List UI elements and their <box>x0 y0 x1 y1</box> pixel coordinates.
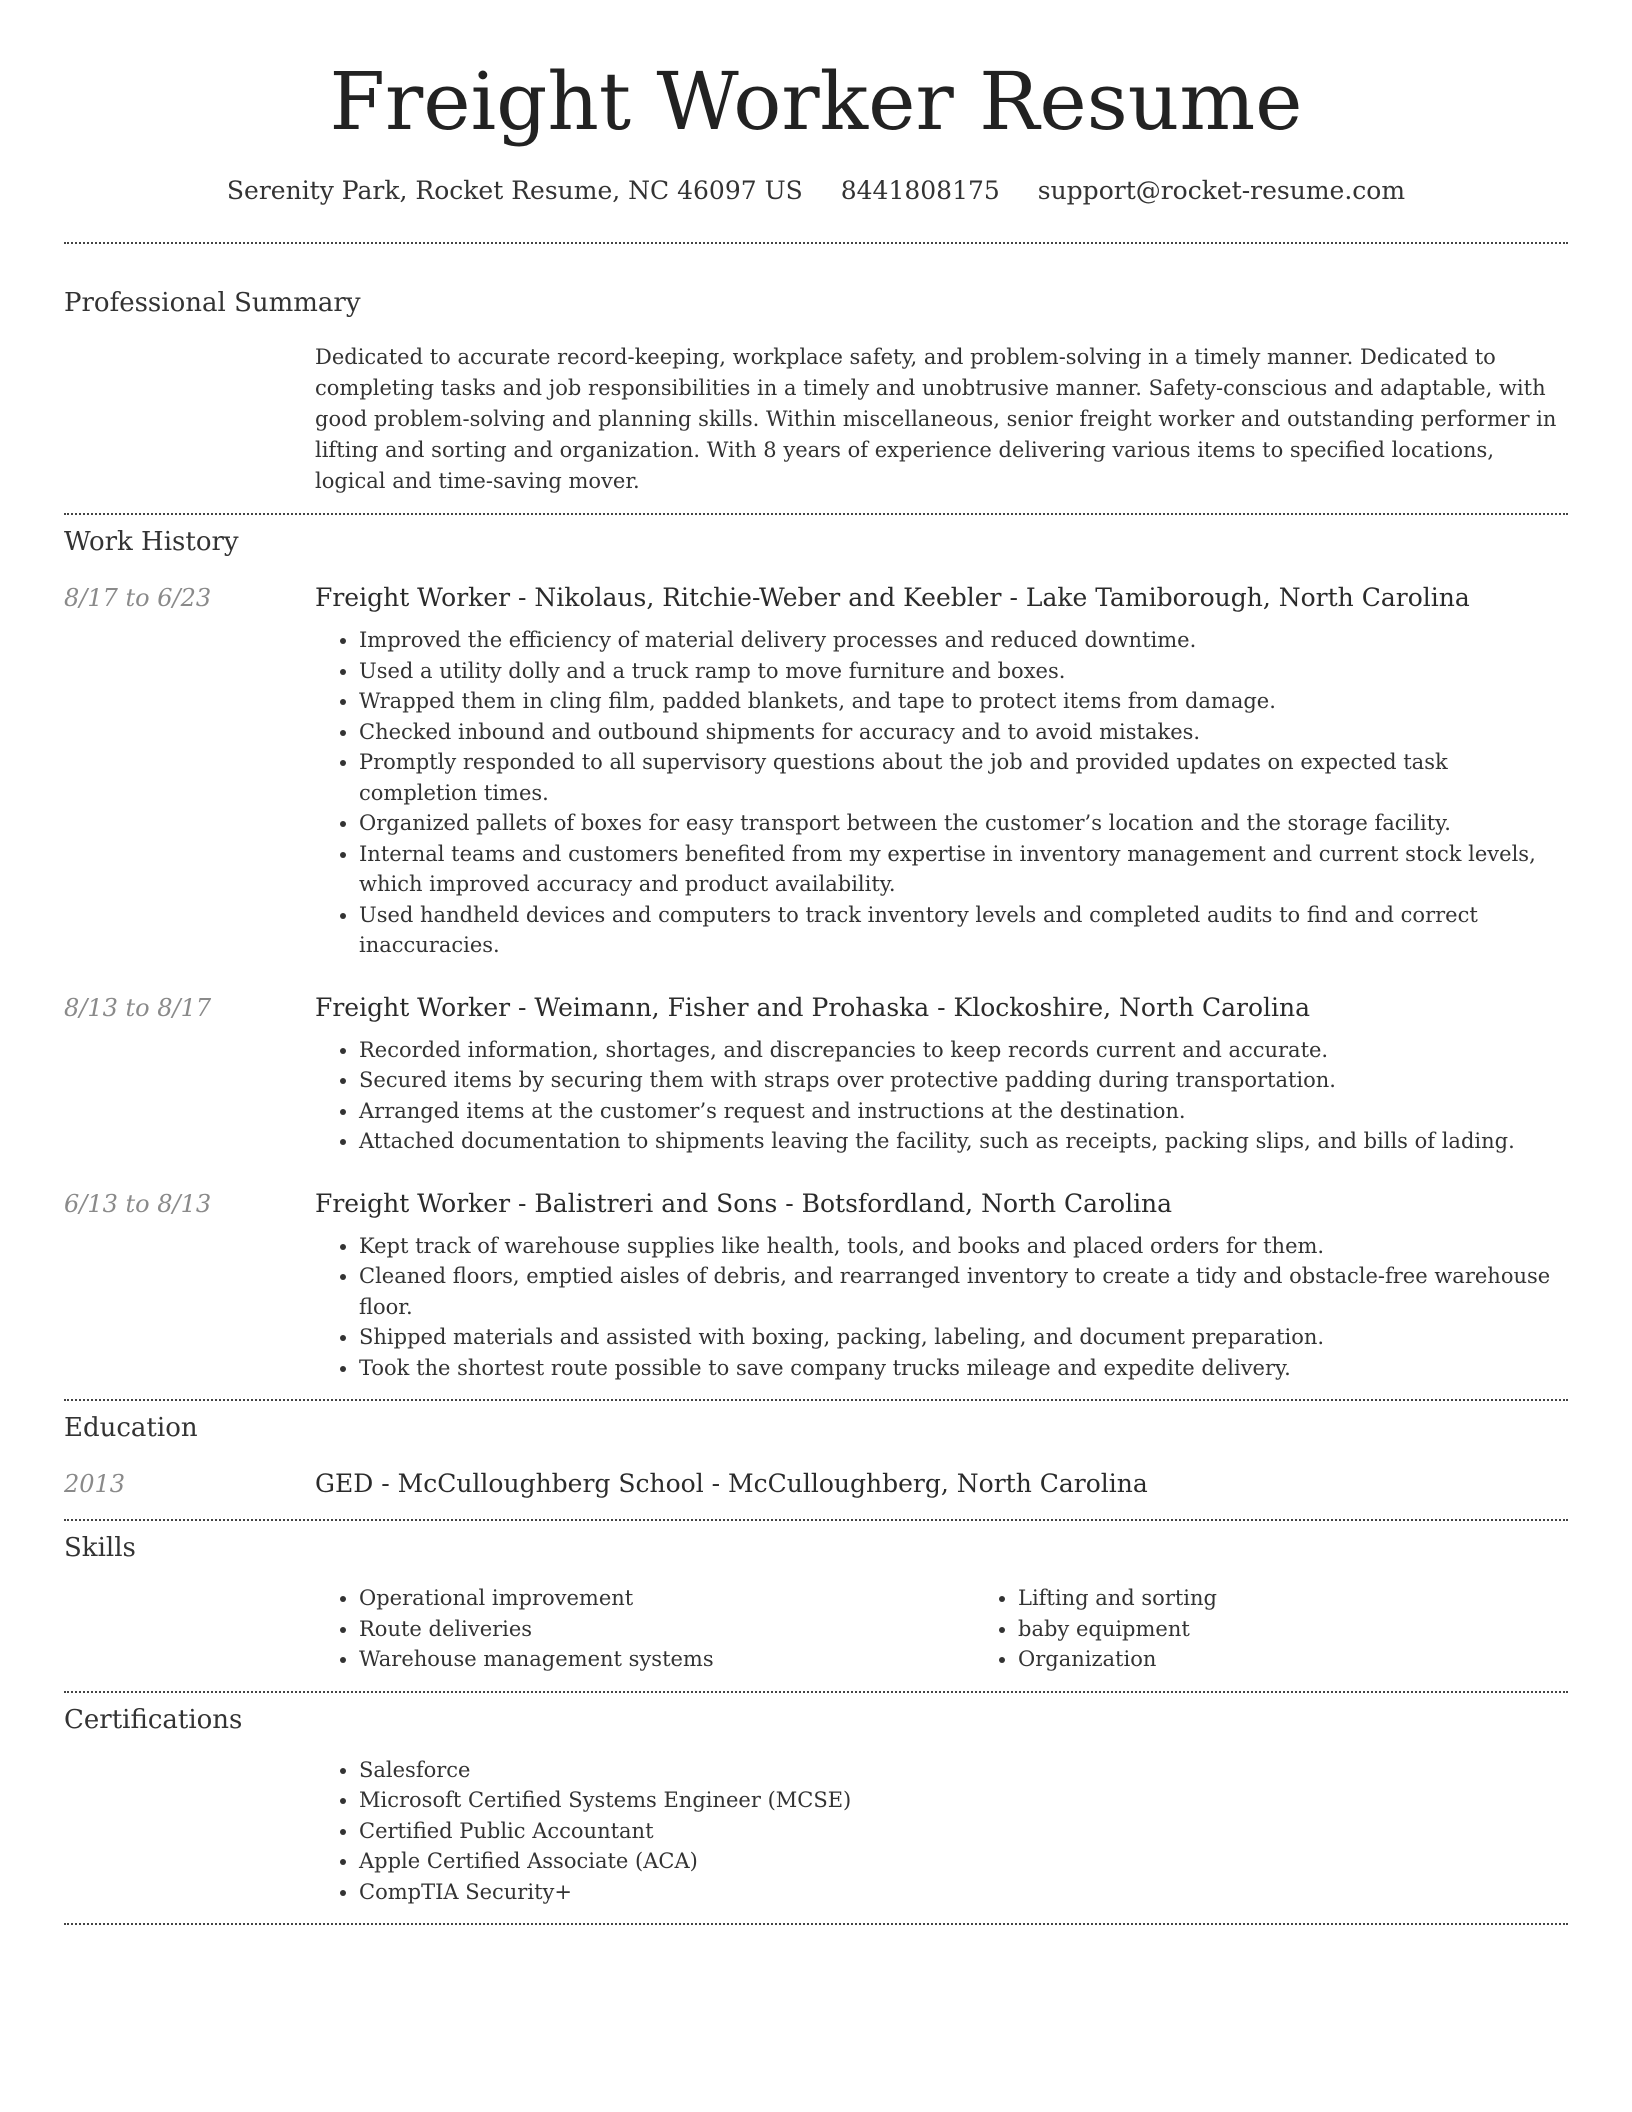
job-title: Freight Worker - Weimann, Fisher and Prohaska - Klockoshire, North Carolina <box>315 992 1311 1022</box>
education-entry <box>64 1467 1568 1501</box>
job-bullet: • Promptly responded to all supervisory questions about the job and provided updates on expected task completion times. <box>359 747 1568 808</box>
certifications-list <box>315 1755 1568 1908</box>
skill-item: • baby equipment <box>1018 1614 1632 1645</box>
contact-address: Serenity Park, Rocket Resume, NC 46097 US <box>226 176 803 205</box>
job-bullet: • Improved the efficiency of material delivery processes and reduced downtime. <box>359 625 1568 656</box>
certification-item: • Salesforce <box>359 1755 1568 1786</box>
job-bullet: • Recorded information, shortages, and discrepancies to keep records current and accurate. <box>359 1035 1568 1066</box>
job-bullets <box>315 625 1568 961</box>
job-bullet: • Attached documentation to shipments leaving the facility, such as receipts, packing slips, and bills of lading. <box>359 1126 1568 1157</box>
job-dates: 6/13 to 8/13 <box>64 1189 212 1218</box>
job-entry <box>64 581 1568 961</box>
skills-list-right <box>974 1583 1632 1675</box>
job-bullet: • Organized pallets of boxes for easy transport between the customer’s location and the storage facility. <box>359 808 1568 839</box>
skill-item: • Organization <box>1018 1644 1632 1675</box>
certifications-section <box>64 1703 1568 1908</box>
job-title: Freight Worker - Nikolaus, Ritchie-Weber and Keebler - Lake Tamiborough, North Carolina <box>315 583 1470 612</box>
job-bullets <box>315 1231 1568 1384</box>
skill-item: • Lifting and sorting <box>1018 1583 1632 1614</box>
section-divider <box>64 242 1568 244</box>
job-bullet: • Used a utility dolly and a truck ramp to move furniture and boxes. <box>359 656 1568 687</box>
education-degree: GED - McCulloughberg School - McCulloughberg, North Carolina <box>315 1469 1148 1498</box>
section-divider <box>64 1691 1568 1693</box>
job-dates: 8/17 to 6/23 <box>64 584 212 612</box>
resume-page <box>64 0 1568 1925</box>
section-title-summary: Professional Summary <box>64 288 361 318</box>
job-bullet: • Kept track of warehouse supplies like health, tools, and books and placed orders for them. <box>359 1231 1568 1262</box>
section-title-skills: Skills <box>64 1533 136 1563</box>
resume-title: Freight Worker Resume <box>329 55 1303 148</box>
skills-list-left <box>315 1583 974 1675</box>
job-bullet: • Used handheld devices and computers to track inventory levels and completed audits to find and correct inaccuracies. <box>359 900 1568 961</box>
summary-section <box>64 286 1568 497</box>
job-bullets <box>315 1035 1568 1157</box>
job-bullet: • Secured items by securing them with straps over protective padding during transportation. <box>359 1065 1568 1096</box>
job-bullet: • Arranged items at the customer’s request and instructions at the destination. <box>359 1096 1568 1127</box>
certification-item: • CompTIA Security+ <box>359 1877 1568 1908</box>
skill-item: • Warehouse management systems <box>359 1644 974 1675</box>
skill-item: • Operational improvement <box>359 1583 974 1614</box>
certification-item: • Apple Certified Associate (ACA) <box>359 1846 1568 1877</box>
certification-item: • Certified Public Accountant <box>359 1816 1568 1847</box>
certification-item: • Microsoft Certified Systems Engineer (MCSE) <box>359 1785 1568 1816</box>
contact-line <box>64 174 1568 208</box>
section-title-certifications: Certifications <box>64 1704 243 1735</box>
job-entry <box>64 1187 1568 1384</box>
job-title: Freight Worker - Balistreri and Sons - Botsfordland, North Carolina <box>315 1188 1173 1218</box>
section-divider <box>64 1519 1568 1521</box>
job-bullet: • Took the shortest route possible to save company trucks mileage and expedite delivery. <box>359 1353 1568 1384</box>
contact-email: support@rocket-resume.com <box>1037 176 1406 205</box>
job-bullet: • Wrapped them in cling film, padded blankets, and tape to protect items from damage. <box>359 686 1568 717</box>
job-bullet: • Cleaned floors, emptied aisles of debris, and rearranged inventory to create a tidy and obstacle-free warehouse floor. <box>359 1261 1568 1322</box>
skills-section <box>64 1531 1568 1675</box>
section-divider <box>64 1923 1568 1925</box>
section-title-work-history: Work History <box>64 527 239 557</box>
section-title-education: Education <box>64 1413 198 1443</box>
skill-item: • Route deliveries <box>359 1614 974 1645</box>
job-dates: 8/13 to 8/17 <box>64 993 212 1022</box>
education-year: 2013 <box>64 1470 126 1498</box>
job-bullet: • Internal teams and customers benefited from my expertise in inventory management and current stock levels, which improved accuracy and product availability. <box>359 839 1568 900</box>
contact-phone: 8441808175 <box>840 176 1000 205</box>
job-bullet: • Shipped materials and assisted with boxing, packing, labeling, and document preparation. <box>359 1322 1568 1353</box>
summary-text: Dedicated to accurate record-keeping, workplace safety, and problem-solving in a timely manner. Dedicated to completing tasks and job responsibilities in a timely and unobtrusive manner. Safety-conscious and adaptable, with good problem-solving and planning skills. Within miscellaneous, senior freight worker and outstanding performer in lifting and sorting and organization. With 8 years of experience delivering various items to specified locations, logical and time-saving mover. <box>315 345 1557 493</box>
job-bullet: • Checked inbound and outbound shipments for accuracy and to avoid mistakes. <box>359 717 1568 748</box>
section-divider <box>64 1399 1568 1401</box>
education-section <box>64 1411 1568 1501</box>
section-divider <box>64 513 1568 515</box>
job-entry <box>64 991 1568 1157</box>
work-history-section <box>64 525 1568 1383</box>
